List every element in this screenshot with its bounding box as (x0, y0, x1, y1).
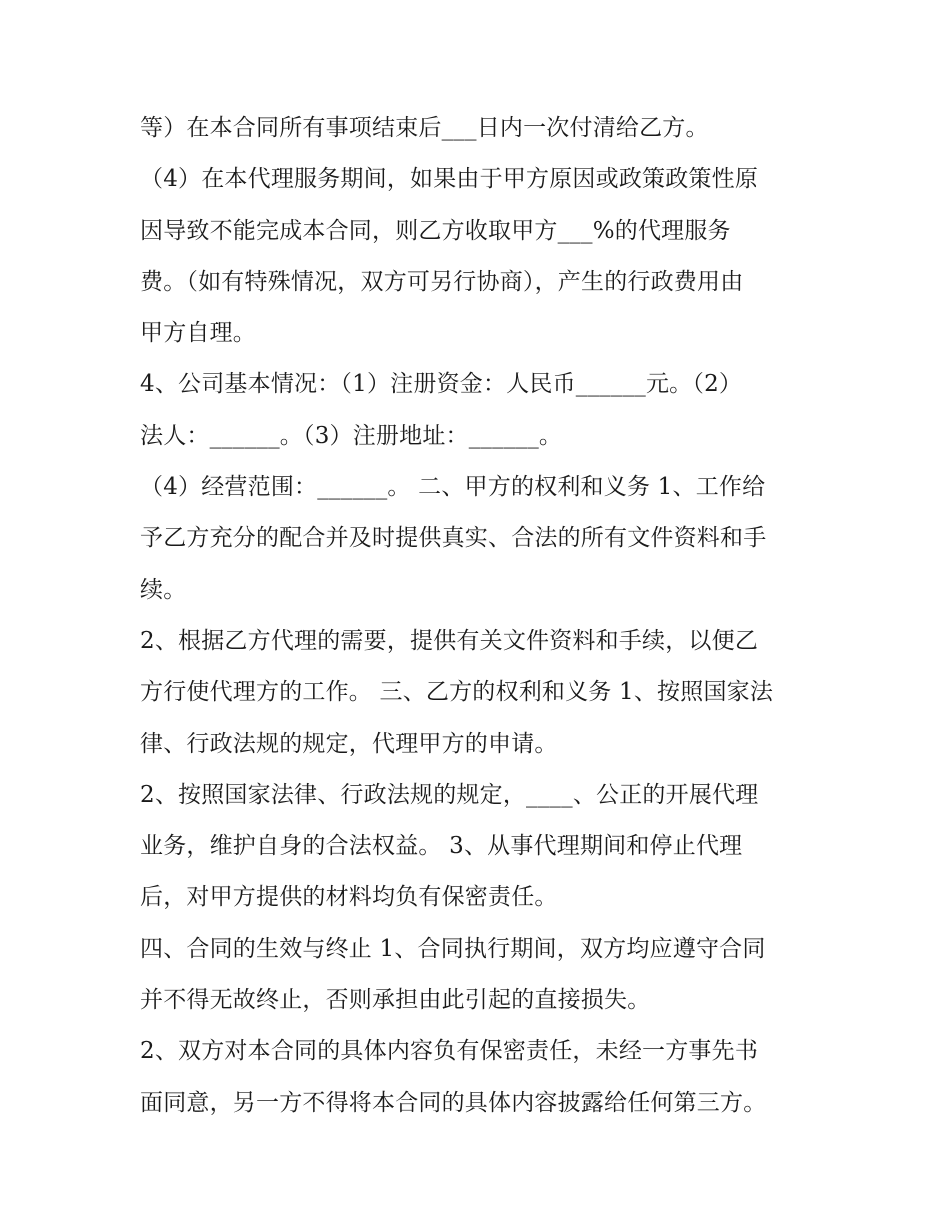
text-line: 4、公司基本情况：（1）注册资金：人民币______元。（2） (140, 371, 743, 398)
text-line: 等）在本合同所有事项结束后___日内一次付清给乙方。 (140, 115, 709, 141)
text-line: 律、行政法规的规定，代理甲方的申请。 (140, 730, 558, 757)
text-line: 因导致不能完成本合同，则乙方收取甲方___%的代理服务 (140, 217, 731, 244)
text-line: 法人：______。（3）注册地址：______。 (140, 422, 563, 449)
text-line: 面同意，另一方不得将本合同的具体内容披露给任何第三方。 (140, 1089, 767, 1116)
document-page (140, 103, 820, 1129)
text-line: 业务，维护自身的合法权益。 3、从事代理期间和停止代理 (140, 833, 743, 860)
text-line: 2、根据乙方代理的需要，提供有关文件资料和手续，以便乙 (140, 627, 759, 654)
text-line: 四、合同的生效与终止 1、合同执行期间，双方均应遵守合同 (140, 935, 766, 962)
text-line: 方行使代理方的工作。 三、乙方的权利和义务 1、按照国家法 (140, 679, 774, 706)
text-line: 并不得无故终止，否则承担由此引起的直接损失。 (140, 987, 651, 1014)
text-line: 甲方自理。 (140, 320, 256, 347)
text-line: 2、双方对本合同的具体内容负有保密责任，未经一方事先书 (140, 1038, 759, 1065)
text-line: 费。（如有特殊情况，双方可另行协商），产生的行政费用由 (140, 268, 744, 295)
text-line: （4）在本代理服务期间，如果由于甲方原因或政策政策性原 (140, 166, 759, 193)
text-line: 予乙方充分的配合并及时提供真实、合法的所有文件资料和手 (140, 525, 767, 552)
text-line: 续。 (140, 576, 187, 603)
text-line: 2、按照国家法律、行政法规的规定，____、公正的开展代理 (140, 781, 759, 808)
text-line: （4）经营范围：______。 二、甲方的权利和义务 1、工作给 (140, 474, 766, 501)
text-line: 后，对甲方提供的材料均负有保密责任。 (140, 884, 558, 911)
